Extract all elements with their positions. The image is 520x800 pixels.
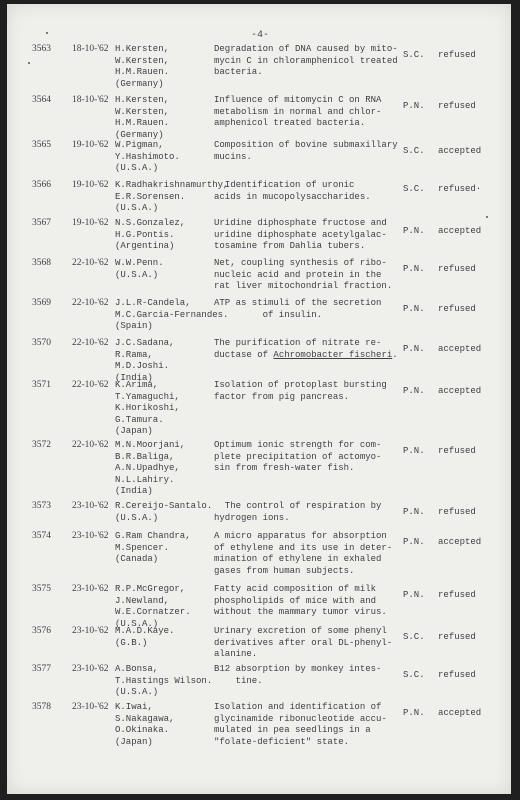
entry-authors: M.N.Moorjani, B.R.Baliga, A.N.Upadhye, N.L.Lahiry. (India) bbox=[115, 440, 186, 496]
entry-status: refused bbox=[438, 264, 476, 274]
entry-title: Optimum ionic strength for com- plete precipitation of actomyo- sin from fresh-water fish. bbox=[214, 440, 382, 473]
entry-date: 23-10-'62 bbox=[72, 584, 109, 594]
entry-title: Isolation of protoplast bursting factor from pig pancreas. bbox=[214, 380, 387, 402]
entry-status: refused bbox=[438, 507, 476, 517]
entry-status: refused bbox=[438, 101, 476, 111]
entry-authors: H.Kersten, W.Kersten, H.M.Rauen. (Germany) bbox=[115, 95, 170, 140]
entry-date: 23-10-'62 bbox=[72, 664, 109, 674]
entry-number: 3574 bbox=[32, 531, 51, 541]
entry-status: refused· bbox=[438, 184, 482, 194]
entry-date: 22-10-'62 bbox=[72, 298, 109, 308]
entry-section: P.N. bbox=[403, 708, 425, 718]
entry-number: 3567 bbox=[32, 218, 51, 228]
entry-date: 22-10-'62 bbox=[72, 258, 109, 268]
entry-section: P.N. bbox=[403, 590, 425, 600]
entry-status: refused bbox=[438, 446, 476, 456]
entry-title: Uridine diphosphate fructose and uridine diphosphate acetylgalac- tosamine from Dahlia tubers. bbox=[214, 218, 387, 251]
entry-section: S.C. bbox=[403, 670, 425, 680]
entry-title-organism: Achromobacter fischeri bbox=[273, 349, 393, 360]
entry-number: 3573 bbox=[32, 501, 51, 511]
entry-title: Fatty acid composition of milk phospholipids of mice with and without the mammary tumor virus. bbox=[214, 584, 387, 617]
entry-authors: J.L.R-Candela, M.C.Garcia-Fernandes. (Spain) bbox=[115, 298, 229, 331]
entry-title: B12 absorption by monkey intes- tine. bbox=[214, 664, 382, 686]
entry-authors: K.Arima, T.Yamaguchi, K.Horikoshi, G.Tamura. (Japan) bbox=[115, 380, 180, 436]
entry-date: 23-10-'62 bbox=[72, 531, 109, 541]
entry-title-text: The purification of nitrate re- ductase of bbox=[214, 338, 382, 360]
entry-title: Isolation and identification of glycinamide ribonucleotide accu- mulated in pea seedlings in a "folate-deficient" state. bbox=[214, 702, 387, 747]
entry-date: 23-10-'62 bbox=[72, 702, 109, 712]
entry-section: P.N. bbox=[403, 537, 425, 547]
entry-section: P.N. bbox=[403, 226, 425, 236]
entry-authors: R.Cereijo-Santalo. (U.S.A.) bbox=[115, 501, 213, 523]
entry-date: 22-10-'62 bbox=[72, 440, 109, 450]
entry-date: 23-10-'62 bbox=[72, 501, 109, 511]
ink-speck bbox=[28, 62, 30, 64]
entry-authors: J.C.Sadana, R.Rama, M.D.Joshi. (India) bbox=[115, 338, 175, 383]
entry-section: P.N. bbox=[403, 344, 425, 354]
entry-number: 3572 bbox=[32, 440, 51, 450]
entry-authors: M.A.D.Kaye. (G.B.) bbox=[115, 626, 175, 648]
entry-authors: K.Iwai, S.Nakagawa, O.Okinaka. (Japan) bbox=[115, 702, 175, 747]
entry-number: 3578 bbox=[32, 702, 51, 712]
entry-date: 19-10-'62 bbox=[72, 140, 109, 150]
entry-section: P.N. bbox=[403, 446, 425, 456]
entry-authors: K.Radhakrishnamurthy, E.R.Sorensen. (U.S.A.) bbox=[115, 180, 229, 213]
entry-status: refused bbox=[438, 632, 476, 642]
entry-number: 3566 bbox=[32, 180, 51, 190]
entry-date: 22-10-'62 bbox=[72, 380, 109, 390]
entry-title: Identification of uronic acids in mucopolysaccharides. bbox=[214, 180, 371, 202]
entry-authors: R.P.McGregor, J.Newland, W.E.Cornatzer. (U.S.A.) bbox=[115, 584, 191, 629]
page-number: -4- bbox=[250, 30, 269, 41]
entry-section: P.N. bbox=[403, 101, 425, 111]
entry-title: The control of respiration by hydrogen ions. bbox=[214, 501, 382, 523]
entry-section: S.C. bbox=[403, 146, 425, 156]
entry-title-end: . bbox=[392, 349, 398, 360]
entry-authors: W.W.Penn. (U.S.A.) bbox=[115, 258, 164, 280]
entry-title: Urinary excretion of some phenyl derivatives after oral DL-phenyl- alanine. bbox=[214, 626, 393, 659]
entry-authors: G.Ram Chandra, M.Spencer. (Canada) bbox=[115, 531, 191, 564]
entry-number: 3564 bbox=[32, 95, 51, 105]
entry-title: Composition of bovine submaxillary mucins. bbox=[214, 140, 398, 162]
entry-number: 3565 bbox=[32, 140, 51, 150]
entry-date: 19-10-'62 bbox=[72, 218, 109, 228]
entry-section: S.C. bbox=[403, 632, 425, 642]
entry-section: S.C. bbox=[403, 184, 425, 194]
entry-title: Net, coupling synthesis of ribo- nucleic acid and protein in the rat liver mitochondrial fraction. bbox=[214, 258, 393, 291]
entry-status: accepted bbox=[438, 146, 482, 156]
entry-number: 3570 bbox=[32, 338, 51, 348]
entry-section: P.N. bbox=[403, 507, 425, 517]
entry-number: 3575 bbox=[32, 584, 51, 594]
entry-title: ATP as stimuli of the secretion of insulin. bbox=[214, 298, 382, 320]
entry-authors: H.Kersten, W.Kersten, H.M.Rauen. (Germany) bbox=[115, 44, 170, 89]
entry-section: P.N. bbox=[403, 264, 425, 274]
entry-date: 22-10-'62 bbox=[72, 338, 109, 348]
entry-authors: A.Bonsa, T.Hastings Wilson. (U.S.A.) bbox=[115, 664, 213, 697]
entry-title: A micro apparatus for absorption of ethylene and its use in deter- mination of ethylene in exhaled gases from human subjects. bbox=[214, 531, 393, 576]
entry-date: 19-10-'62 bbox=[72, 180, 109, 190]
entry-status: accepted bbox=[438, 344, 482, 354]
entry-status: refused bbox=[438, 50, 476, 60]
entry-status: accepted bbox=[438, 386, 482, 396]
entry-number: 3569 bbox=[32, 298, 51, 308]
entry-date: 23-10-'62 bbox=[72, 626, 109, 636]
entry-section: P.N. bbox=[403, 304, 425, 314]
entry-authors: W.Pigman, Y.Hashimoto. (U.S.A.) bbox=[115, 140, 180, 173]
entry-status: refused bbox=[438, 670, 476, 680]
entry-number: 3568 bbox=[32, 258, 51, 268]
entry-section: S.C. bbox=[403, 50, 425, 60]
entry-title bbox=[214, 338, 398, 361]
ink-speck bbox=[486, 216, 488, 218]
entry-status: accepted bbox=[438, 226, 482, 236]
entry-status: accepted bbox=[438, 708, 482, 718]
entry-date: 18-10-'62 bbox=[72, 44, 109, 54]
entry-number: 3576 bbox=[32, 626, 51, 636]
entry-date: 18-10-'62 bbox=[72, 95, 109, 105]
entry-status: refused bbox=[438, 304, 476, 314]
entry-title: Degradation of DNA caused by mito- mycin C in chloramphenicol treated bacteria. bbox=[214, 44, 398, 77]
entry-title: Influence of mitomycin C on RNA metabolism in normal and chlor- amphenicol treated bacteria. bbox=[214, 95, 382, 128]
entry-section: P.N. bbox=[403, 386, 425, 396]
entry-status: refused bbox=[438, 590, 476, 600]
entry-number: 3571 bbox=[32, 380, 51, 390]
entry-number: 3577 bbox=[32, 664, 51, 674]
entry-status: accepted bbox=[438, 537, 482, 547]
entry-number: 3563 bbox=[32, 44, 51, 54]
entry-authors: N.S.Gonzalez, H.G.Pontis. (Argentina) bbox=[115, 218, 186, 251]
